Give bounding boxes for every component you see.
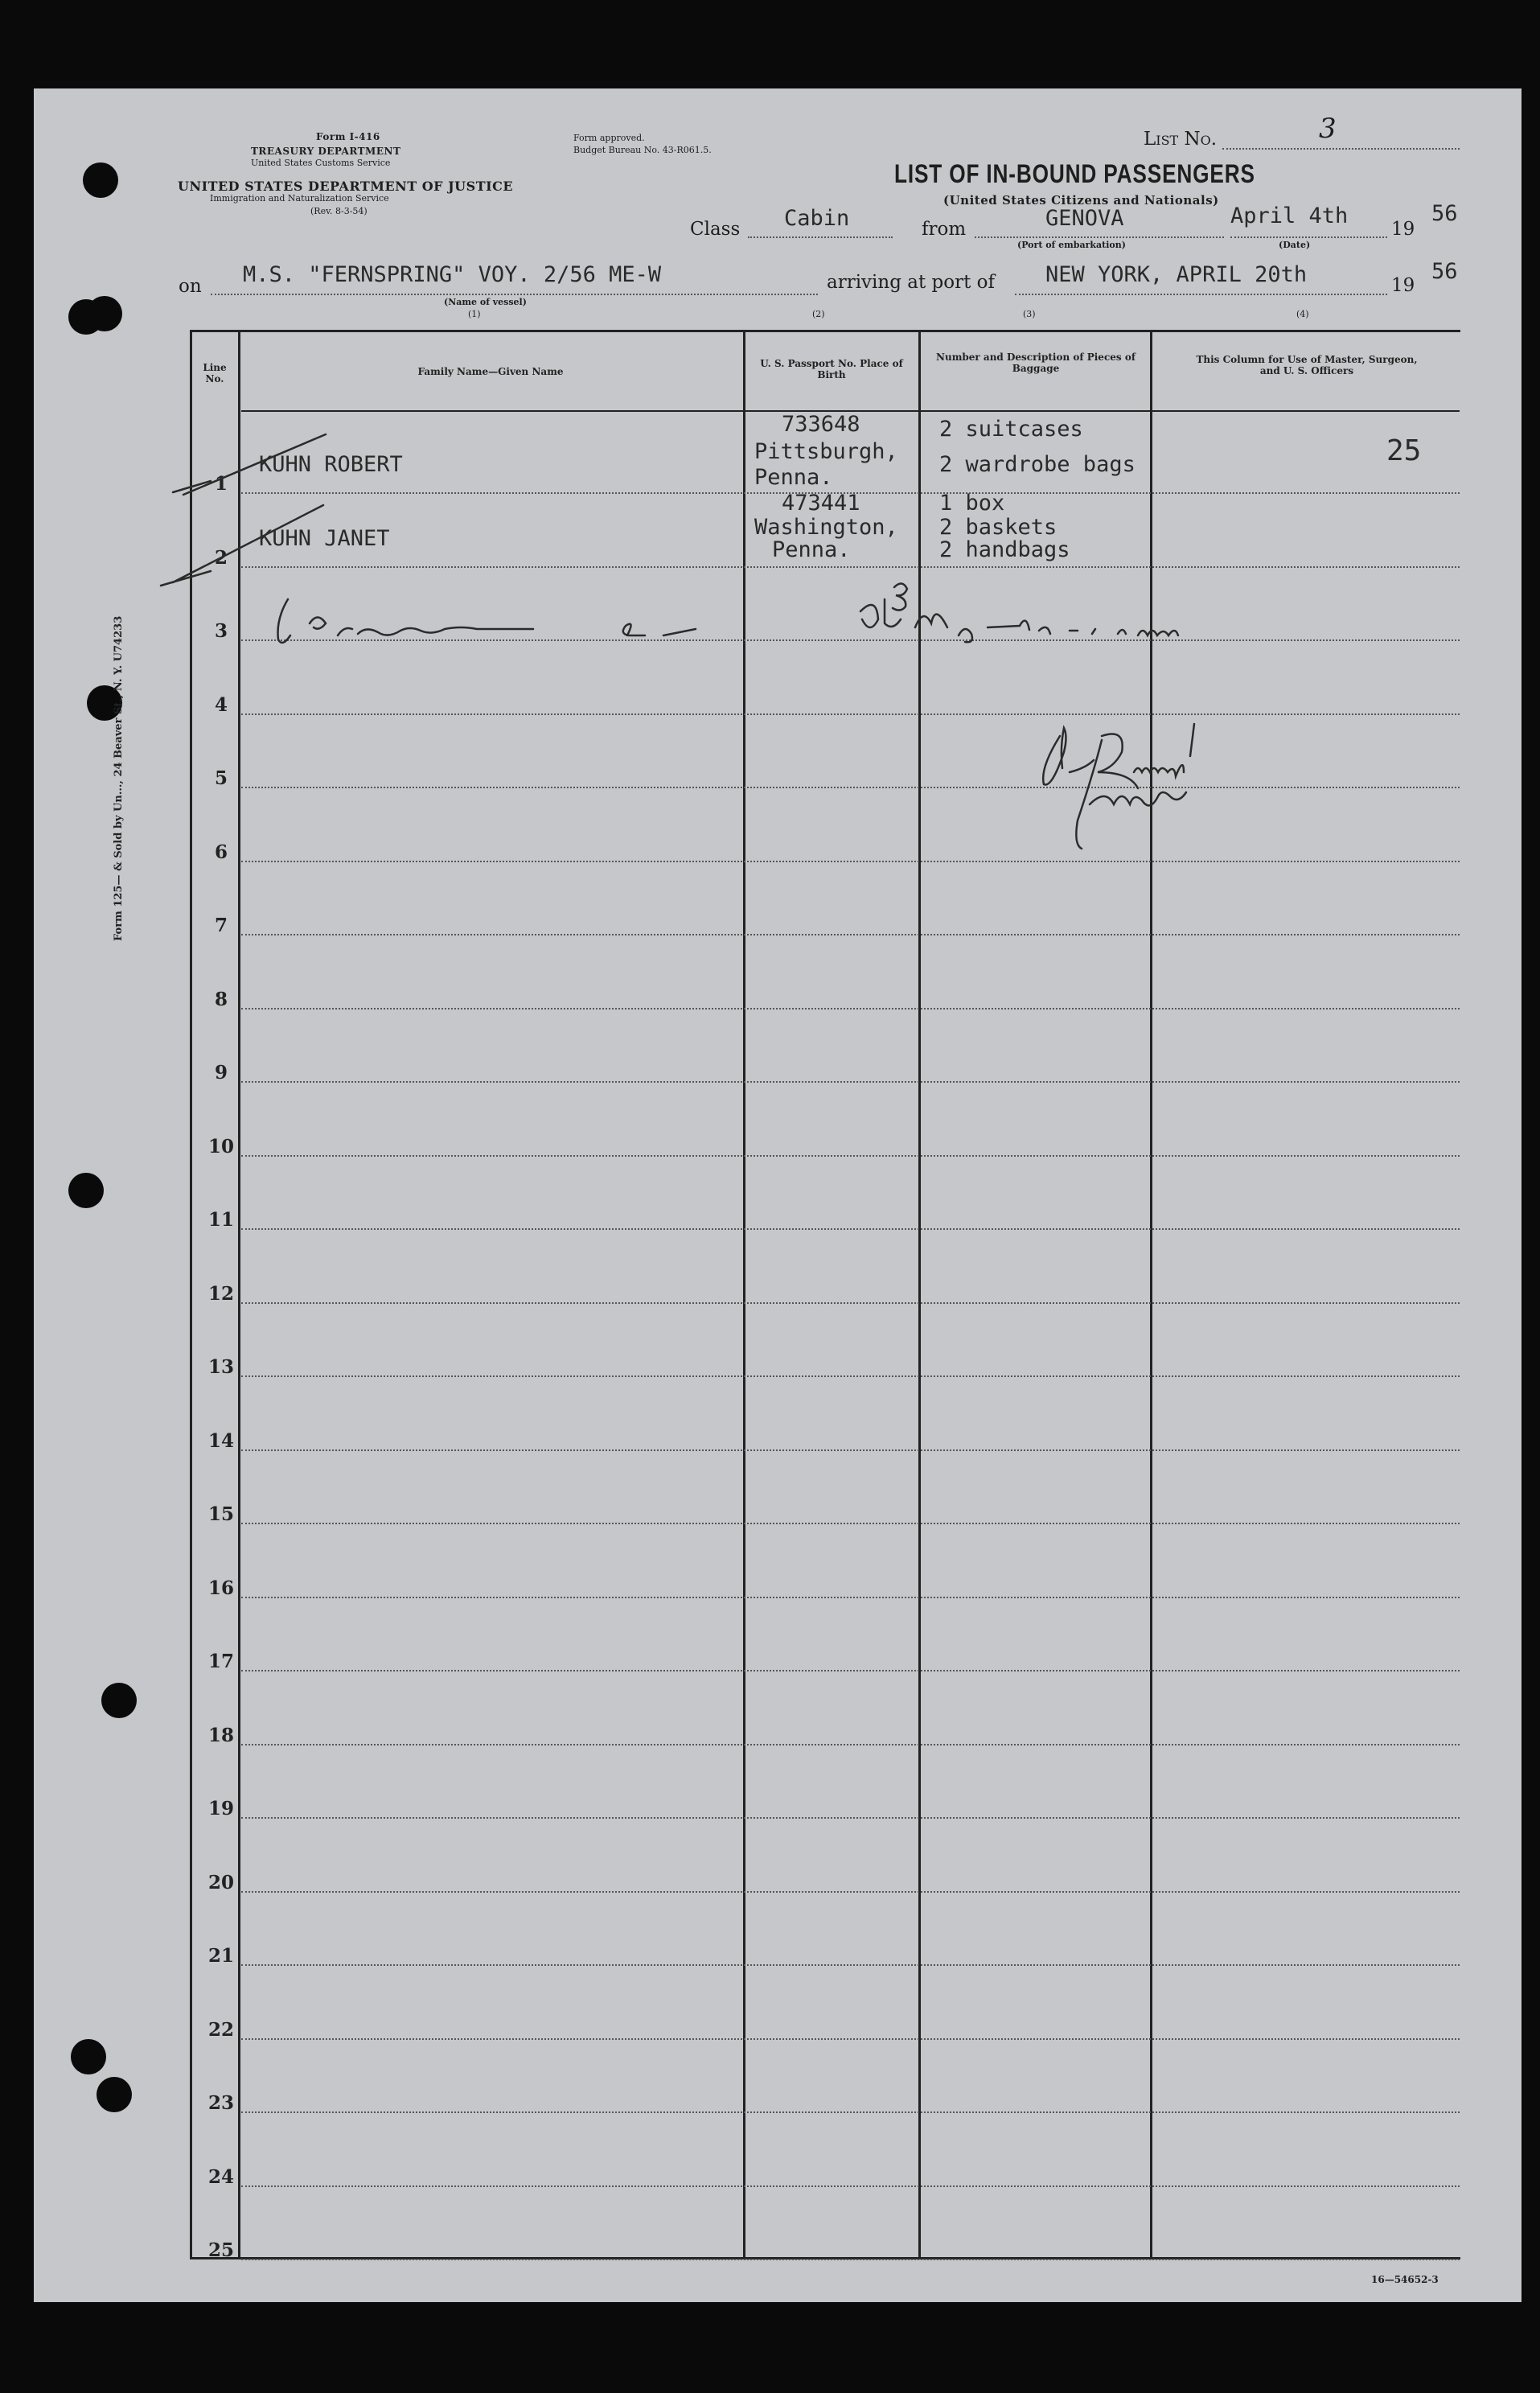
- header-family-name: Family Name—Given Name: [417, 366, 564, 377]
- passenger-1-officer-note: 25: [1386, 434, 1422, 467]
- arrival-port-value: NEW YORK, APRIL 20th: [1045, 262, 1308, 287]
- check-mark: [173, 434, 326, 495]
- department-2: UNITED STATES DEPARTMENT OF JUSTICE: [178, 179, 514, 194]
- line-number: 20: [207, 1871, 234, 1893]
- line-number: 13: [207, 1356, 234, 1378]
- passenger-2-birth-state: Penna.: [772, 537, 851, 562]
- passenger-2-baggage-2: 2 baskets: [939, 515, 1057, 540]
- list-no-value: 3: [1319, 113, 1337, 145]
- line-number: 22: [207, 2018, 234, 2041]
- line-number: 14: [207, 1429, 234, 1452]
- year-prefix-2: 19: [1391, 275, 1415, 296]
- class-label: Class: [690, 219, 741, 240]
- class-value: Cabin: [784, 206, 850, 231]
- line-number: 8: [214, 988, 228, 1010]
- year-value: 56: [1431, 201, 1458, 226]
- inspector-initials: [893, 583, 907, 610]
- passenger-2-baggage-3: 2 handbags: [939, 537, 1070, 562]
- passenger-1-baggage-2: 2 wardrobe bags: [939, 452, 1135, 477]
- line-number: 17: [207, 1651, 234, 1672]
- year-value-2: 56: [1431, 259, 1458, 284]
- line-number: 16: [207, 1577, 234, 1599]
- year-prefix: 19: [1391, 219, 1415, 240]
- form-footer-code: 16—54652-3: [1371, 2274, 1439, 2285]
- line-number: 1: [214, 473, 228, 495]
- header-baggage: Number and Description of Pieces of Baggage: [936, 352, 1135, 374]
- header-officers: This Column for Use of Master, Surgeon, and U. S. Officers: [1196, 354, 1418, 376]
- department-2-sub: Immigration and Naturalization Service: [210, 193, 389, 204]
- master-signature: [1043, 724, 1194, 849]
- line-number: 7: [214, 915, 228, 936]
- on-label: on: [179, 276, 202, 297]
- passenger-1-birth-state: Penna.: [754, 465, 833, 490]
- passenger-2-name: KUHN JANET: [259, 526, 390, 551]
- passenger-1-birth-city: Pittsburgh,: [754, 439, 898, 464]
- vessel-value: M.S. "FERNSPRING" VOY. 2/56 ME-W: [243, 262, 662, 287]
- from-label: from: [922, 219, 967, 240]
- line-number: 25: [207, 2239, 234, 2261]
- passenger-1-passport: 733648: [782, 412, 860, 437]
- form-number: Form I-416: [316, 131, 380, 142]
- vessel-caption: (Name of vessel): [444, 297, 527, 307]
- line-number: 10: [207, 1135, 234, 1157]
- date-value: April 4th: [1230, 204, 1349, 228]
- line-number: 9: [214, 1062, 228, 1083]
- col-2-number: (2): [812, 309, 825, 319]
- line-number: 6: [214, 841, 228, 863]
- line-number: 24: [207, 2165, 234, 2188]
- line-number: 11: [207, 1209, 234, 1231]
- line-number: 21: [207, 1945, 234, 1967]
- document-subtitle: (United States Citizens and Nationals): [943, 193, 1219, 208]
- revision: (Rev. 8-3-54): [310, 206, 368, 216]
- arriving-label: arriving at port of: [827, 272, 995, 293]
- line-number: 3: [214, 620, 228, 642]
- document-title: LIST OF IN-BOUND PASSENGERS: [894, 159, 1255, 188]
- passenger-2-birth-city: Washington,: [754, 515, 898, 540]
- printer-imprint: Form 125— & Sold by Un..., 24 Beaver St., N. Y. U74233: [113, 615, 125, 941]
- port-of-embarkation-value: GENOVA: [1045, 206, 1124, 231]
- list-no-label: List No.: [1144, 129, 1218, 150]
- budget-bureau: Budget Bureau No. 43-R061.5.: [573, 145, 712, 155]
- header-passport: U. S. Passport No. Place of Birth: [760, 358, 903, 380]
- department-1-sub: United States Customs Service: [251, 158, 391, 168]
- line-number: 5: [214, 767, 228, 789]
- col-3-number: (3): [1023, 309, 1036, 319]
- inspector-signature: [278, 599, 1179, 643]
- header-line-no: Line No.: [203, 362, 227, 384]
- line-number: 23: [207, 2092, 234, 2114]
- passenger-1-name: KUHN ROBERT: [259, 452, 403, 477]
- date-caption: (Date): [1279, 240, 1311, 250]
- passenger-2-baggage-1: 1 box: [939, 491, 1005, 516]
- check-mark: [161, 505, 323, 586]
- passenger-2-passport: 473441: [782, 491, 860, 516]
- department-1: TREASURY DEPARTMENT: [251, 146, 401, 157]
- passenger-1-baggage-1: 2 suitcases: [939, 417, 1083, 442]
- line-number: 2: [214, 546, 228, 569]
- line-number: 12: [207, 1282, 234, 1305]
- col-4-number: (4): [1296, 309, 1309, 319]
- form-approved: Form approved.: [573, 133, 645, 143]
- line-number: 15: [207, 1503, 234, 1525]
- line-number: 19: [207, 1798, 234, 1819]
- line-number: 18: [207, 1724, 234, 1746]
- port-caption: (Port of embarkation): [1017, 240, 1126, 250]
- line-number: 4: [214, 693, 228, 716]
- col-1-number: (1): [468, 309, 481, 319]
